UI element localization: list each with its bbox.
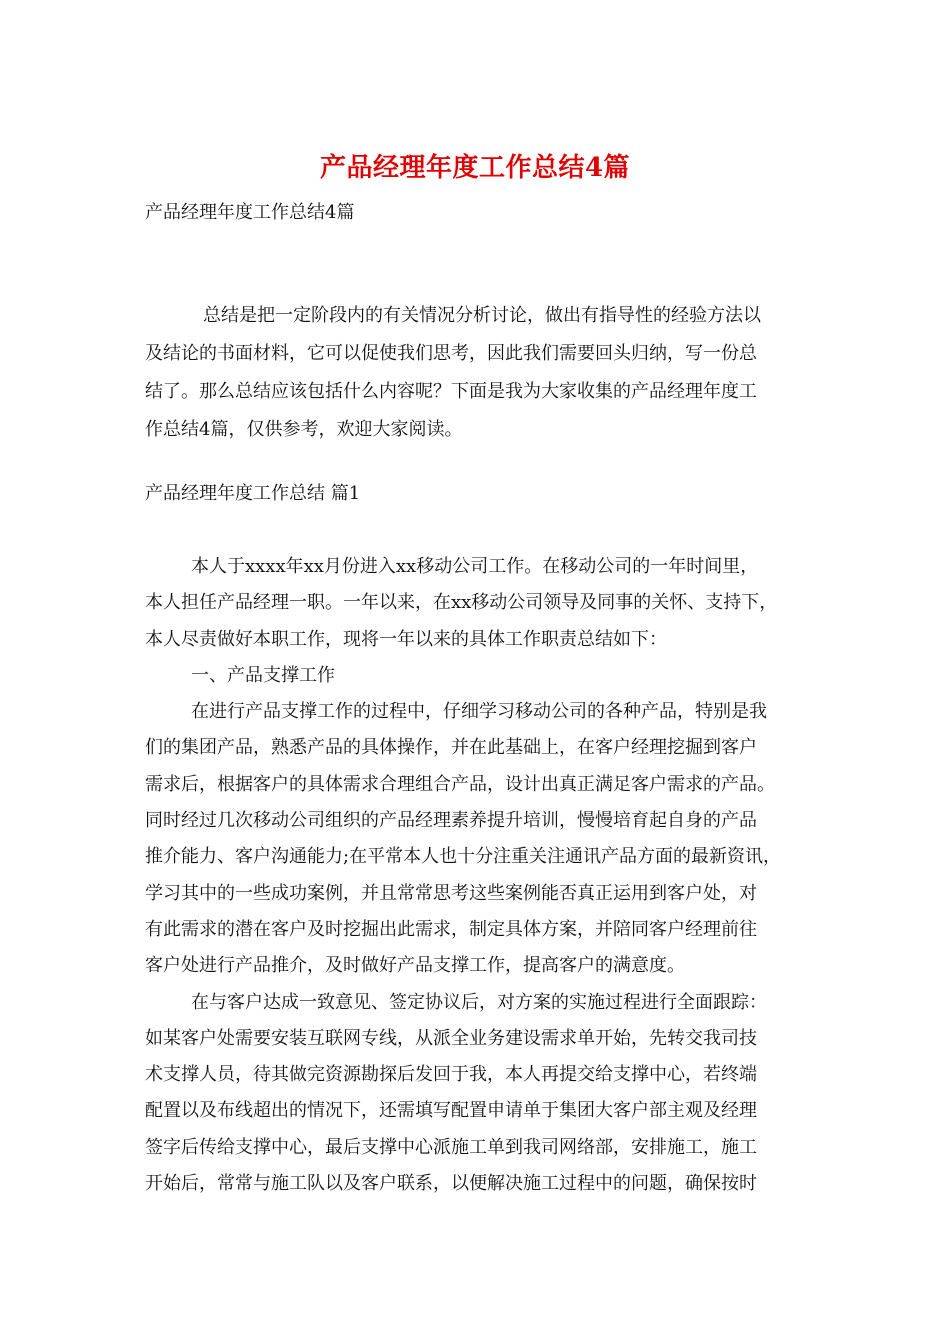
body-line: 学习其中的一些成功案例，并且常常思考这些案例能否真正运用到客户处，对: [145, 882, 757, 904]
body-subheading: 一、产品支撑工作: [191, 664, 335, 686]
intro-line: 作总结4篇，仅供参考，欢迎大家阅读。: [145, 419, 463, 440]
body-line: 客户处进行产品推介，及时做好产品支撑工作，提高客户的满意度。: [145, 955, 685, 977]
section-body: [145, 549, 815, 1202]
body-line: 有此需求的潜在客户及时挖掘出此需求，制定具体方案，并陪同客户经理前往: [145, 918, 757, 940]
section-heading: 产品经理年度工作总结 篇1: [145, 483, 361, 504]
body-line: 本人尽责做好本职工作，现将一年以来的具体工作职责总结如下：: [145, 628, 667, 650]
body-line: 本人于xxxx年xx月份进入xx移动公司工作。在移动公司的一年时间里，: [191, 556, 759, 577]
body-line: 开始后，常常与施工队以及客户联系，以便解决施工过程中的问题，确保按时: [145, 1173, 757, 1195]
body-line: 需求后，根据客户的具体需求合理组合产品，设计出真正满足客户需求的产品。: [145, 773, 775, 795]
body-line: 推介能力、客户沟通能力;在平常本人也十分注重关注通讯产品方面的最新资讯，: [145, 846, 782, 868]
body-line: 在与客户达成一致意见、签定协议后，对方案的实施过程进行全面跟踪：: [191, 991, 767, 1013]
document-title: 产品经理年度工作总结4篇: [319, 153, 631, 183]
intro-paragraph: [145, 297, 805, 449]
intro-line: 结了。那么总结应该包括什么内容呢？下面是我为大家收集的产品经理年度工: [145, 381, 757, 402]
document-subtitle: 产品经理年度工作总结4篇: [145, 202, 355, 223]
body-line: 在进行产品支撑工作的过程中，仔细学习移动公司的各种产品，特别是我: [191, 701, 767, 723]
intro-line: 总结是把一定阶段内的有关情况分析讨论，做出有指导性的经验方法以: [203, 305, 761, 326]
intro-line: 及结论的书面材料，它可以促使我们思考，因此我们需要回头归纳，写一份总: [145, 343, 757, 364]
body-line: 如某客户处需要安装互联网专线，从派全业务建设需求单开始，先转交我司技: [145, 1027, 757, 1049]
body-line: 配置以及布线超出的情况下，还需填写配置申请单于集团大客户部主观及经理: [145, 1100, 757, 1122]
body-line: 术支撑人员，待其做完资源勘探后发回于我，本人再提交给支撑中心，若终端: [145, 1064, 757, 1086]
body-line: 签字后传给支撑中心，最后支撑中心派施工单到我司网络部，安排施工，施工: [145, 1136, 757, 1158]
body-line: 们的集团产品，熟悉产品的具体操作，并在此基础上，在客户经理挖掘到客户: [145, 737, 757, 759]
body-line: 本人担任产品经理一职。一年以来，在xx移动公司领导及同事的关怀、支持下，: [145, 592, 778, 614]
body-line: 同时经过几次移动公司组织的产品经理素养提升培训，慢慢培育起自身的产品: [145, 810, 757, 832]
